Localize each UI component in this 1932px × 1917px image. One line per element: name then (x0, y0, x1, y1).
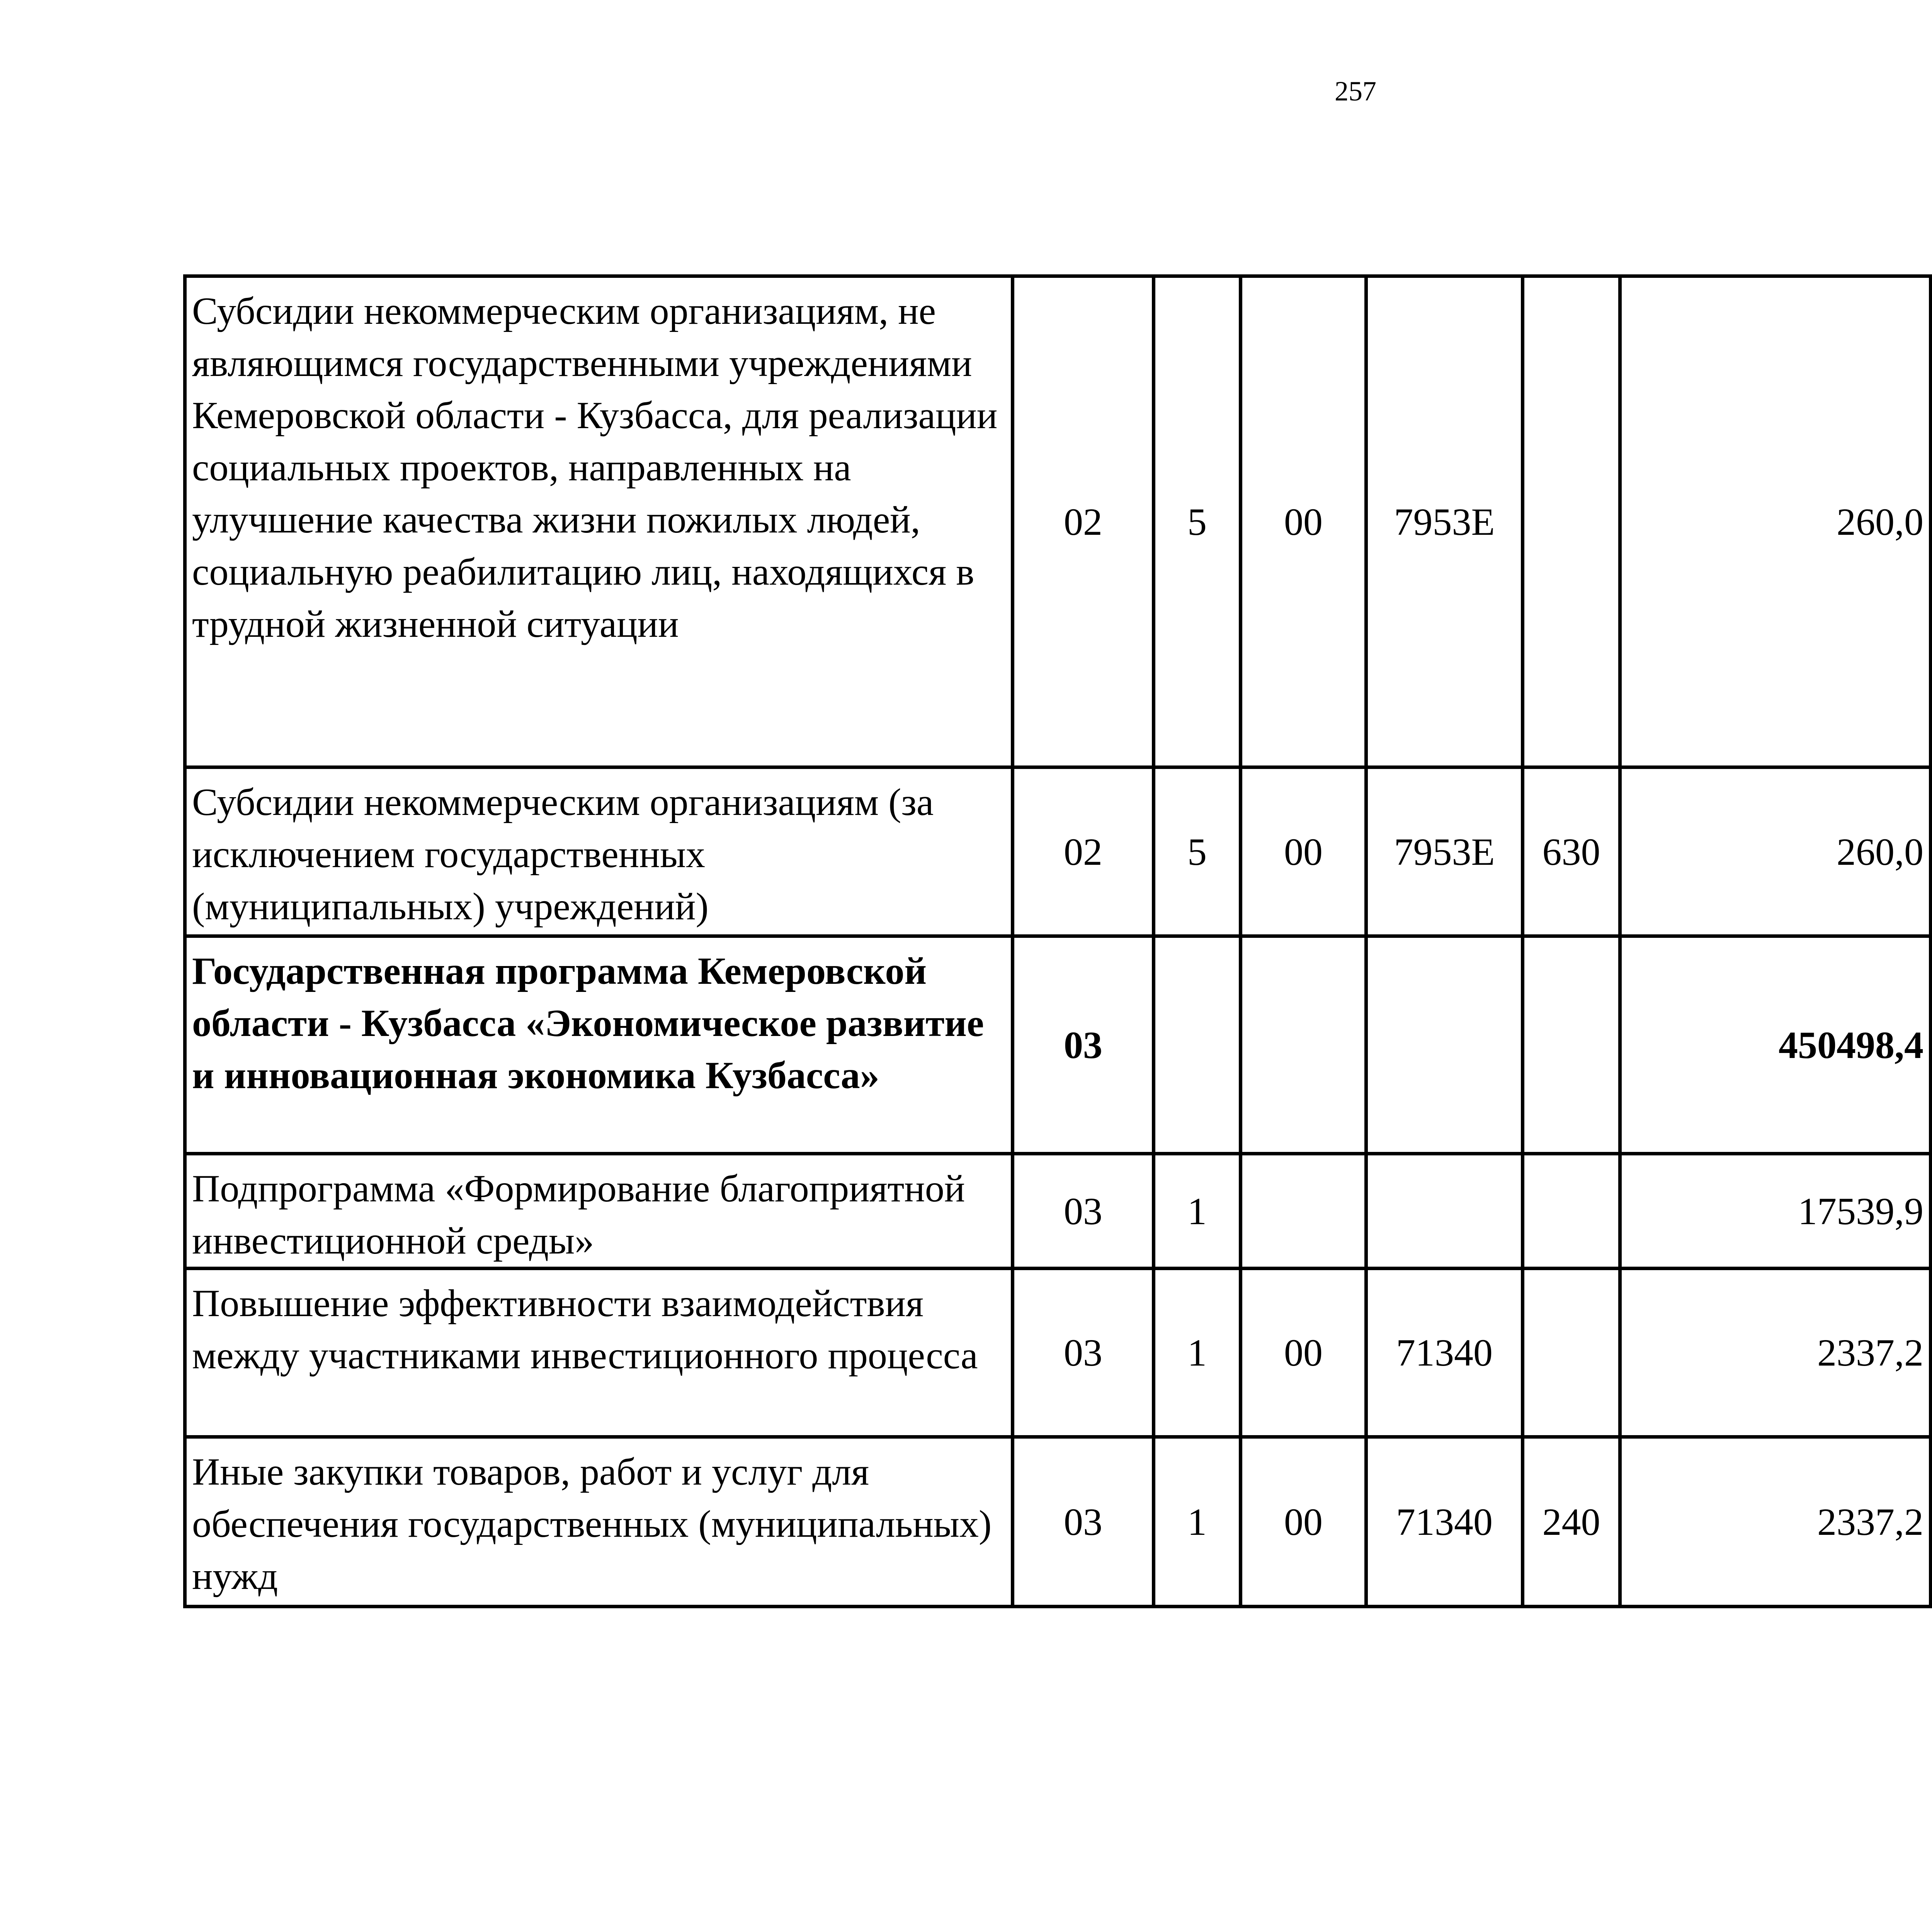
expense-type-code: 240 (1523, 1437, 1620, 1607)
direction-code (1366, 1154, 1523, 1269)
section-code: 03 (1013, 936, 1154, 1154)
table-row (185, 936, 1932, 1154)
direction-code: 71340 (1366, 1269, 1523, 1437)
section-code: 02 (1013, 276, 1154, 767)
row-name: Субсидии некоммерческим организациям (за исключением государственных (муниципальных) учреждений) (185, 767, 1013, 936)
amount-1: 260,0 (1620, 276, 1931, 767)
amount-2 (1931, 1154, 1932, 1269)
expense-type-code (1523, 1154, 1620, 1269)
expense-type-code (1523, 276, 1620, 767)
main-event-code (1241, 936, 1366, 1154)
amount-2 (1931, 936, 1932, 1154)
amount-2 (1931, 767, 1932, 936)
direction-code: 71340 (1366, 1437, 1523, 1607)
subprogram-code: 5 (1154, 767, 1241, 936)
main-event-code: 00 (1241, 1269, 1366, 1437)
row-name: Повышение эффективности взаимодействия между участниками инвестиционного процесса (185, 1269, 1013, 1437)
amount-2 (1931, 276, 1932, 767)
subprogram-code: 1 (1154, 1269, 1241, 1437)
amount-2 (1931, 1437, 1932, 1607)
row-name: Подпрограмма «Формирование благоприятной инвестиционной среды» (185, 1154, 1013, 1269)
direction-code: 7953Е (1366, 767, 1523, 936)
amount-1: 450498,4 (1620, 936, 1931, 1154)
table-row (185, 767, 1932, 936)
expense-type-code: 630 (1523, 767, 1620, 936)
amount-1: 2337,2 (1620, 1437, 1931, 1607)
section-code: 02 (1013, 767, 1154, 936)
amount-1: 2337,2 (1620, 1269, 1931, 1437)
table-row (185, 1154, 1932, 1269)
main-event-code: 00 (1241, 276, 1366, 767)
budget-table (183, 274, 1932, 1608)
table-row (185, 1437, 1932, 1607)
row-name: Субсидии некоммерческим организациям, не являющимся государственными учреждениями Кемеровской области - Кузбасса, для реализации социальных проектов, направленных на улучшение качества жизни пожилых людей, социальную реабилитацию лиц, находящихся в трудной жизненной ситуации (185, 276, 1013, 767)
direction-code: 7953Е (1366, 276, 1523, 767)
subprogram-code: 1 (1154, 1154, 1241, 1269)
amount-2 (1931, 1269, 1932, 1437)
expense-type-code (1523, 1269, 1620, 1437)
direction-code (1366, 936, 1523, 1154)
table-row (185, 276, 1932, 767)
amount-1: 260,0 (1620, 767, 1931, 936)
subprogram-code (1154, 936, 1241, 1154)
page-number: 257 (1335, 76, 1376, 107)
section-code: 03 (1013, 1269, 1154, 1437)
row-name: Иные закупки товаров, работ и услуг для обеспечения государственных (муниципальных) нужд (185, 1437, 1013, 1607)
subprogram-code: 5 (1154, 276, 1241, 767)
section-code: 03 (1013, 1437, 1154, 1607)
expense-type-code (1523, 936, 1620, 1154)
table-row (185, 1269, 1932, 1437)
subprogram-code: 1 (1154, 1437, 1241, 1607)
main-event-code: 00 (1241, 1437, 1366, 1607)
main-event-code (1241, 1154, 1366, 1269)
row-name: Государственная программа Кемеровской области - Кузбасса «Экономическое развитие и инновационная экономика Кузбасса» (185, 936, 1013, 1154)
main-event-code: 00 (1241, 767, 1366, 936)
amount-1: 17539,9 (1620, 1154, 1931, 1269)
section-code: 03 (1013, 1154, 1154, 1269)
